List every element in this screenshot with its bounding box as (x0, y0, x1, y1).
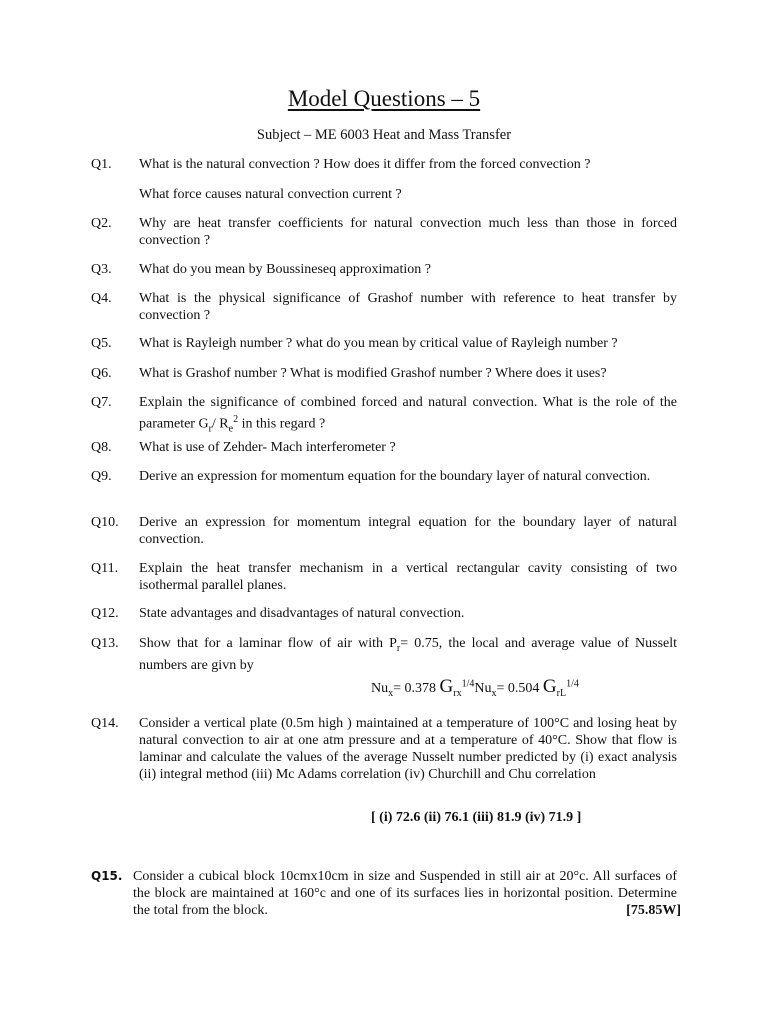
question-number: Q13. (91, 636, 119, 651)
question-text: Derive an expression for momentum equation for the boundary layer of natural convection. (139, 469, 651, 484)
question-text: What is Rayleigh number ? what do you mean by critical value of Rayleigh number ? (139, 336, 618, 351)
nusselt-formula: $Nu_x= 0.378$ $G_{rx}^{1/4}Nu_x= 0.504$ $G_{rL}^{1/4}$ (371, 676, 579, 699)
question-text: Consider a cubical block 10cmx10cm in size and Suspended in still air at 20°c. All surfaces of the block are maintained at 160°c and one of its surfaces lies in horizontal position. Determine the total from the block. (133, 869, 677, 918)
question-number: Q1. (91, 157, 112, 172)
question-number: Q9. (91, 469, 112, 484)
page-title: Model Questions – 5 (287, 86, 481, 111)
question-number: Q15. (91, 869, 123, 883)
subject-line: Subject – ME 6003 Heat and Mass Transfer (256, 127, 512, 143)
question-text: What is the natural convection ? How does it differ from the forced convection ? (139, 157, 591, 172)
question-text: Why are heat transfer coefficients for natural convection much less than those in forced convection ? (139, 216, 677, 248)
question-text: Explain the significance of combined forced and natural convection. What is the role of the parameter $G_r/$ $R_e^2$ in this regard ? (139, 395, 677, 435)
question-number: Q6. (91, 366, 112, 381)
question-number: Q11. (91, 561, 119, 576)
question-text: Derive an expression for momentum integral equation for the boundary layer of natural convection. (139, 515, 677, 547)
q15-answer: [75.85W] (626, 903, 681, 918)
question-number: Q14. (91, 716, 119, 731)
question-text: What do you mean by Boussineseq approximation ? (139, 262, 431, 277)
question-text: What is the physical significance of Grashof number with reference to heat transfer by convection ? (139, 291, 677, 323)
question-text: Explain the heat transfer mechanism in a vertical rectangular cavity consisting of two isothermal parallel planes. (139, 561, 677, 593)
question-text: Consider a vertical plate (0.5m high ) maintained at a temperature of 100°C and losing heat by natural convection to air at one atm pressure and at a temperature of 40°C. Show that flow is laminar and calculate the values of the average Nusselt number predicted by (i) exact analysis (ii) integral method (iii) Mc Adams correlation (iv) Churchill and Chu correlation (139, 716, 677, 782)
question-number: Q12. (91, 606, 119, 621)
question-text: What force causes natural convection current ? (139, 187, 402, 202)
question-number: Q2. (91, 216, 112, 231)
question-number: Q8. (91, 440, 112, 455)
q14-answer: [ (i) 72.6 (ii) 76.1 (iii) 81.9 (iv) 71.9 ] (371, 810, 582, 825)
question-number: Q4. (91, 291, 112, 306)
question-number: Q3. (91, 262, 112, 277)
question-number: Q10. (91, 515, 119, 530)
question-text: Show that for a laminar flow of air with $P_r= 0.75$, the local and average value of Nusselt numbers are givn by (139, 636, 678, 673)
question-text: What is use of Zehder- Mach interferometer ? (139, 440, 396, 455)
question-number: Q7. (91, 395, 112, 410)
question-number: Q5. (91, 336, 112, 351)
question-text: State advantages and disadvantages of natural convection. (139, 606, 465, 621)
question-text: What is Grashof number ? What is modified Grashof number ? Where does it uses? (139, 366, 607, 381)
